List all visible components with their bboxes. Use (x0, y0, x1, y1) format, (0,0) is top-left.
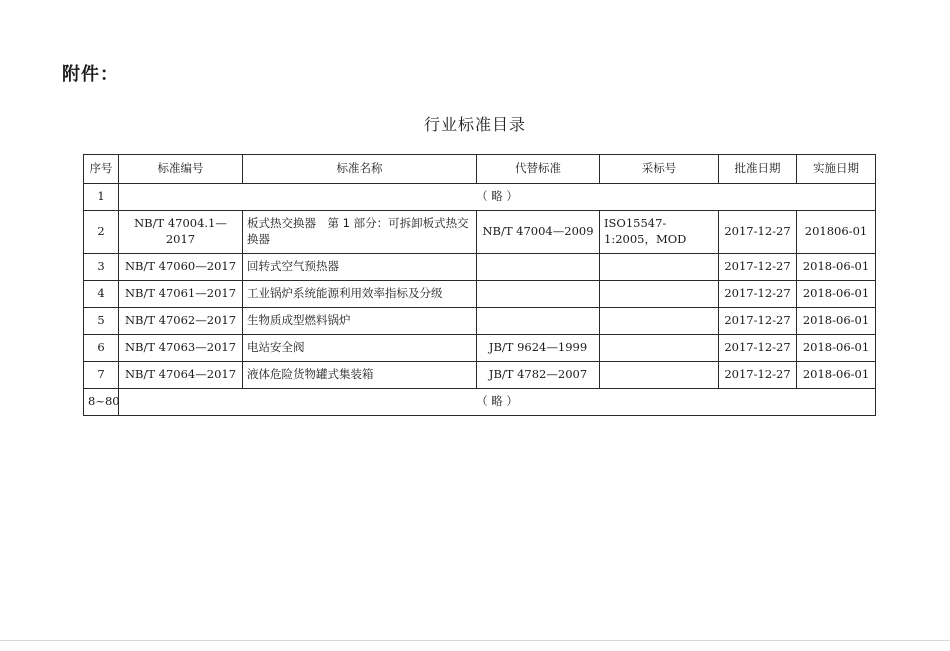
table-row (84, 335, 876, 362)
cell-effective: 2018-06-01 (797, 308, 876, 335)
cell-adopted: ISO15547-1:2005，MOD (600, 211, 719, 254)
cell-no: 4 (84, 281, 119, 308)
cell-no: 5 (84, 308, 119, 335)
cell-name: 回转式空气预热器 (243, 254, 477, 281)
cell-approved: 2017-12-27 (719, 335, 797, 362)
cell-name: 生物质成型燃料锅炉 (243, 308, 477, 335)
cell-code: NB/T 47061—2017 (119, 281, 243, 308)
scan-edge-line (0, 640, 950, 641)
header-replaces: 代替标准 (477, 155, 600, 184)
table-row (84, 184, 876, 211)
page-title: 行业标准目录 (423, 115, 526, 134)
cell-effective: 2018-06-01 (797, 281, 876, 308)
cell-code: NB/T 47060—2017 (119, 254, 243, 281)
cell-replaces: JB/T 9624—1999 (477, 335, 600, 362)
cell-approved: 2017-12-27 (719, 308, 797, 335)
cell-effective: 2018-06-01 (797, 335, 876, 362)
cell-adopted (600, 335, 719, 362)
header-approved: 批准日期 (719, 155, 797, 184)
cell-code: NB/T 47062—2017 (119, 308, 243, 335)
cell-replaces: JB/T 4782—2007 (477, 362, 600, 389)
cell-adopted (600, 308, 719, 335)
cell-effective: 201806-01 (797, 211, 876, 254)
cell-adopted (600, 362, 719, 389)
cell-no: 3 (84, 254, 119, 281)
cell-adopted (600, 254, 719, 281)
cell-no: 7 (84, 362, 119, 389)
cell-approved: 2017-12-27 (719, 254, 797, 281)
cell-no: 8~80 (84, 389, 119, 416)
cell-approved: 2017-12-27 (719, 362, 797, 389)
cell-omitted-note: （ 略 ） (119, 389, 876, 416)
cell-code: NB/T 47064—2017 (119, 362, 243, 389)
cell-no: 2 (84, 211, 119, 254)
cell-name: 板式热交换器 第 1 部分：可拆卸板式热交换器 (243, 211, 477, 254)
cell-code: NB/T 47063—2017 (119, 335, 243, 362)
table-header-row (84, 155, 876, 184)
table-row (84, 308, 876, 335)
cell-code: NB/T 47004.1—2017 (119, 211, 243, 254)
standards-table (83, 154, 876, 416)
cell-name: 液体危险货物罐式集装箱 (243, 362, 477, 389)
cell-replaces (477, 308, 600, 335)
table-row (84, 389, 876, 416)
attachment-label: 附件： (62, 64, 119, 85)
header-code: 标准编号 (119, 155, 243, 184)
table-row (84, 254, 876, 281)
cell-approved: 2017-12-27 (719, 281, 797, 308)
cell-adopted (600, 281, 719, 308)
table-row (84, 362, 876, 389)
cell-replaces (477, 281, 600, 308)
cell-effective: 2018-06-01 (797, 362, 876, 389)
table-row (84, 281, 876, 308)
header-name: 标准名称 (243, 155, 477, 184)
header-adopted: 采标号 (600, 155, 719, 184)
table-row (84, 211, 876, 254)
header-no: 序号 (84, 155, 119, 184)
cell-no: 6 (84, 335, 119, 362)
cell-omitted-note: （ 略 ） (119, 184, 876, 211)
cell-no: 1 (84, 184, 119, 211)
cell-replaces (477, 254, 600, 281)
cell-name: 工业锅炉系统能源利用效率指标及分级 (243, 281, 477, 308)
cell-approved: 2017-12-27 (719, 211, 797, 254)
cell-effective: 2018-06-01 (797, 254, 876, 281)
cell-replaces: NB/T 47004—2009 (477, 211, 600, 254)
cell-name: 电站安全阀 (243, 335, 477, 362)
header-effective: 实施日期 (797, 155, 876, 184)
